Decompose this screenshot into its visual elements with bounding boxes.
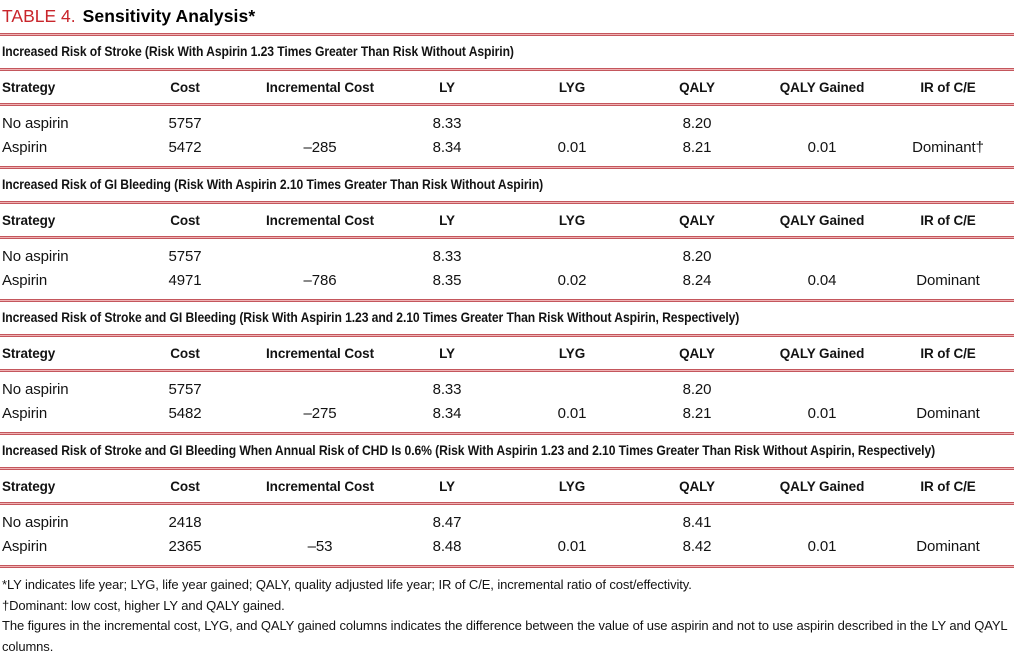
page-title [0, 3, 1024, 33]
section-heading [0, 435, 1024, 467]
cell-strategy: No aspirin [2, 380, 69, 398]
cell-strategy: Aspirin [2, 537, 48, 555]
table-section-3 [0, 302, 1024, 435]
cell-cost: 5757 [168, 114, 202, 132]
cell-ly: 8.34 [432, 404, 462, 422]
cell-lyg: 0.02 [557, 271, 587, 289]
cell-cost: 2365 [168, 537, 202, 555]
column-header-qaly: QALY [679, 213, 715, 228]
cell-ly: 8.47 [432, 513, 462, 531]
cell-ly: 8.48 [432, 537, 462, 555]
column-header-row [0, 71, 1024, 103]
cell-strategy: Aspirin [2, 271, 48, 289]
section-heading [0, 36, 1024, 68]
table-section-4 [0, 435, 1024, 568]
column-header-ly: LY [439, 346, 455, 361]
cell-cost: 5757 [168, 247, 202, 265]
section-heading-text: Increased Risk of GI Bleeding (Risk With Aspirin 2.10 Times Greater Than Risk Without Aspirin) [2, 177, 544, 192]
cell-qaly-gained: 0.01 [807, 537, 837, 555]
column-header-row [0, 470, 1024, 502]
column-header-cost: Cost [170, 80, 200, 95]
cell-qaly-gained: 0.01 [807, 404, 837, 422]
table-section-1 [0, 36, 1024, 169]
column-header-strategy: Strategy [2, 213, 56, 228]
cell-ir-of-ce: Dominant† [912, 138, 984, 156]
section-heading [0, 302, 1024, 334]
table-row [0, 377, 1024, 401]
table-section-2 [0, 169, 1024, 302]
column-header-lyg: LYG [558, 213, 586, 228]
cell-lyg: 0.01 [557, 537, 587, 555]
column-header-lyg: LYG [558, 80, 586, 95]
cell-strategy: Aspirin [2, 138, 48, 156]
cell-ir-of-ce: Dominant [916, 404, 980, 422]
table-row [0, 268, 1024, 292]
table-title-text: Sensitivity Analysis* [82, 6, 256, 26]
column-header-row [0, 204, 1024, 236]
column-header-qaly-gained: QALY Gained [779, 213, 865, 228]
column-header-incremental-cost: Incremental Cost [266, 479, 374, 494]
column-header-qaly: QALY [679, 80, 715, 95]
section-rows [0, 372, 1024, 432]
cell-qaly: 8.21 [682, 404, 712, 422]
column-header-qaly-gained: QALY Gained [779, 346, 865, 361]
column-header-incremental-cost: Incremental Cost [266, 213, 374, 228]
column-header-qaly: QALY [679, 346, 715, 361]
cell-cost: 2418 [168, 513, 202, 531]
cell-ly: 8.35 [432, 271, 462, 289]
cell-strategy: No aspirin [2, 114, 69, 132]
table-row [0, 510, 1024, 534]
column-header-strategy: Strategy [2, 479, 56, 494]
cell-qaly: 8.20 [682, 247, 712, 265]
column-header-ir-of-ce: IR of C/E [920, 346, 976, 361]
cell-incremental-cost: –53 [307, 537, 333, 555]
footnote-dominant: †Dominant: low cost, higher LY and QALY gained. [2, 597, 285, 613]
column-header-qaly-gained: QALY Gained [779, 479, 865, 494]
cell-cost: 4971 [168, 271, 202, 289]
cell-qaly: 8.20 [682, 380, 712, 398]
cell-qaly: 8.24 [682, 271, 712, 289]
cell-qaly: 8.20 [682, 114, 712, 132]
table-row [0, 534, 1024, 558]
cell-cost: 5472 [168, 138, 202, 156]
column-header-qaly-gained: QALY Gained [779, 80, 865, 95]
column-header-ir-of-ce: IR of C/E [920, 479, 976, 494]
footnote-figures: The figures in the incremental cost, LYG, and QALY gained columns indicates the difference between the value of use aspirin and not to use aspirin described in the LY and QAYL columns. [2, 618, 1008, 654]
column-header-incremental-cost: Incremental Cost [266, 346, 374, 361]
cell-ir-of-ce: Dominant [916, 537, 980, 555]
column-header-qaly: QALY [679, 479, 715, 494]
column-header-cost: Cost [170, 346, 200, 361]
table-row [0, 111, 1024, 135]
section-rows [0, 106, 1024, 166]
column-header-ly: LY [439, 80, 455, 95]
section-heading-text: Increased Risk of Stroke and GI Bleeding (Risk With Aspirin 1.23 and 2.10 Times Greater Than Risk Without Aspirin, Respectively) [2, 310, 740, 325]
cell-incremental-cost: –275 [303, 404, 337, 422]
cell-qaly: 8.41 [682, 513, 712, 531]
section-heading-text: Increased Risk of Stroke (Risk With Aspirin 1.23 Times Greater Than Risk Without Aspirin) [2, 44, 514, 59]
cell-ly: 8.34 [432, 138, 462, 156]
column-header-lyg: LYG [558, 479, 586, 494]
column-header-cost: Cost [170, 479, 200, 494]
column-header-ly: LY [439, 213, 455, 228]
footnotes [0, 568, 1024, 657]
column-header-strategy: Strategy [2, 80, 56, 95]
section-heading [0, 169, 1024, 201]
section-rows [0, 239, 1024, 299]
footnote-abbreviations: *LY indicates life year; LYG, life year gained; QALY, quality adjusted life year; IR of C/E, incremental ratio of cost/effectivity. [2, 577, 692, 592]
table-row [0, 244, 1024, 268]
cell-lyg: 0.01 [557, 404, 587, 422]
cell-strategy: No aspirin [2, 513, 69, 531]
table-number-label: TABLE 4. [2, 6, 76, 26]
column-header-ly: LY [439, 479, 455, 494]
cell-ly: 8.33 [432, 114, 462, 132]
column-header-cost: Cost [170, 213, 200, 228]
cell-ly: 8.33 [432, 247, 462, 265]
cell-incremental-cost: –786 [303, 271, 337, 289]
cell-qaly-gained: 0.01 [807, 138, 837, 156]
cell-ly: 8.33 [432, 380, 462, 398]
table-row [0, 135, 1024, 159]
cell-ir-of-ce: Dominant [916, 271, 980, 289]
cell-cost: 5757 [168, 380, 202, 398]
column-header-row [0, 337, 1024, 369]
column-header-incremental-cost: Incremental Cost [266, 80, 374, 95]
cell-qaly: 8.21 [682, 138, 712, 156]
cell-strategy: No aspirin [2, 247, 69, 265]
section-rows [0, 505, 1024, 565]
cell-lyg: 0.01 [557, 138, 587, 156]
cell-qaly: 8.42 [682, 537, 712, 555]
section-heading-text: Increased Risk of Stroke and GI Bleeding When Annual Risk of CHD Is 0.6% (Risk With Aspirin 1.23 and 2.10 Times Greater Than Risk Without Aspirin, Respectively) [2, 443, 936, 458]
cell-cost: 5482 [168, 404, 202, 422]
column-header-ir-of-ce: IR of C/E [920, 213, 976, 228]
column-header-strategy: Strategy [2, 346, 56, 361]
cell-qaly-gained: 0.04 [807, 271, 837, 289]
column-header-ir-of-ce: IR of C/E [920, 80, 976, 95]
cell-incremental-cost: –285 [303, 138, 337, 156]
table-row [0, 401, 1024, 425]
column-header-lyg: LYG [558, 346, 586, 361]
cell-strategy: Aspirin [2, 404, 48, 422]
